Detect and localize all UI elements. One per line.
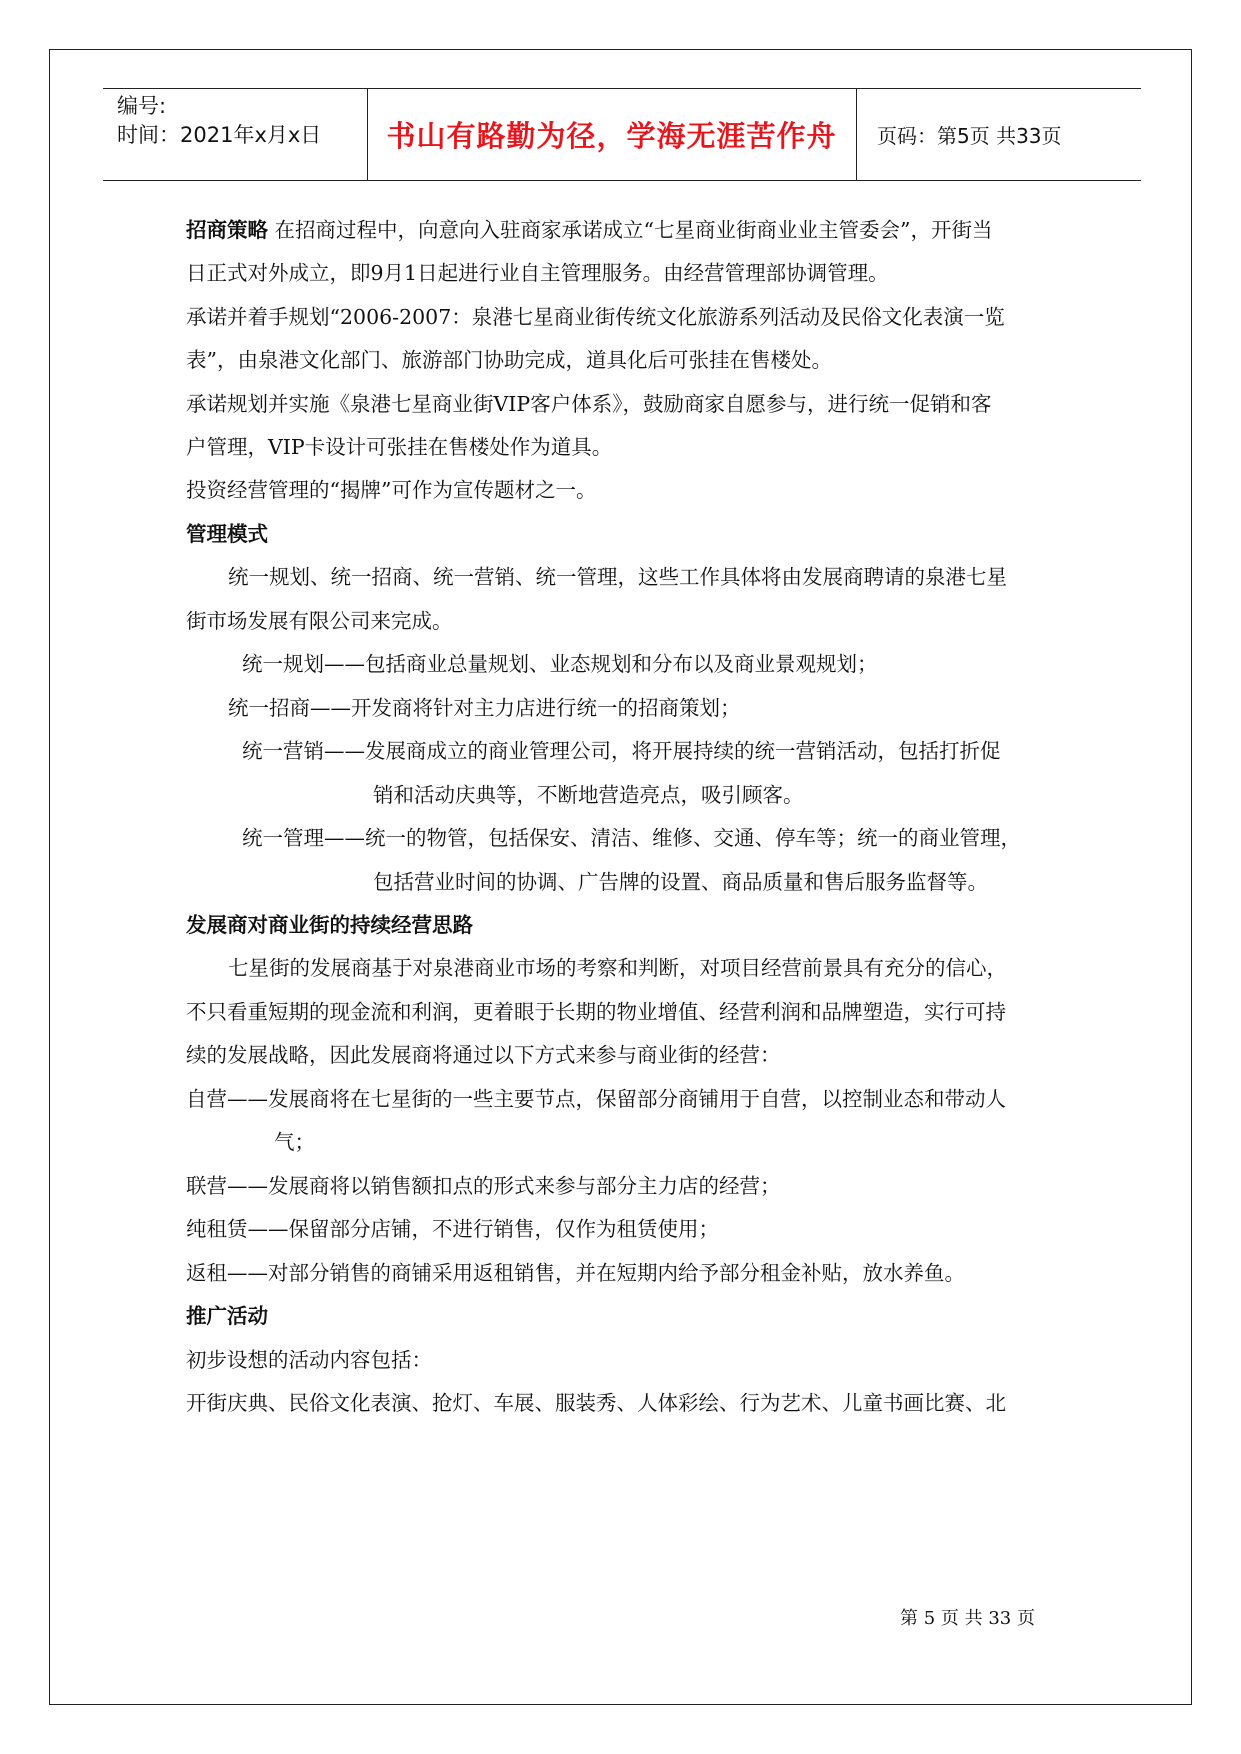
document-time: 时间：2021年x月x日 bbox=[117, 123, 322, 147]
line-text: 在招商过程中，向意向入驻商家承诺成立“七星商业街商业业主管委会”，开街当 bbox=[268, 218, 993, 242]
paragraph-line: 承诺并着手规划“2006-2007：泉港七星商业街传统文化旅游系列活动及民俗文化表演一览 bbox=[186, 305, 1005, 329]
list-item: 纯租赁——保留部分店铺，不进行销售，仅作为租赁使用； bbox=[186, 1217, 719, 1241]
list-item: 自营——发展商将在七星街的一些主要节点，保留部分商铺用于自营，以控制业态和带动人 bbox=[186, 1087, 1006, 1111]
page-footer: 第 5 页 共 33 页 bbox=[900, 1608, 1035, 1629]
paragraph-line: 街市场发展有限公司来完成。 bbox=[186, 609, 453, 633]
list-item: 统一营销——发展商成立的商业管理公司，将开展持续的统一营销活动，包括打折促 bbox=[242, 739, 1001, 763]
paragraph-line: 不只看重短期的现金流和利润，更着眼于长期的物业增值、经营利润和品牌塑造，实行可持 bbox=[186, 1000, 1006, 1024]
paragraph-line bbox=[186, 213, 992, 243]
paragraph-line: 七星街的发展商基于对泉港商业市场的考察和判断，对项目经营前景具有充分的信心， bbox=[228, 956, 1007, 980]
header-motto: 书山有路勤为径，学海无涯苦作舟 bbox=[386, 119, 837, 153]
page-header bbox=[103, 88, 1141, 181]
section-heading: 管理模式 bbox=[186, 522, 268, 546]
paragraph-line: 表”，由泉港文化部门、旅游部门协助完成，道具化后可张挂在售楼处。 bbox=[186, 348, 832, 372]
header-meta bbox=[117, 92, 321, 150]
paragraph-line: 日正式对外成立，即9月1日起进行业自主管理服务。由经营管理部协调管理。 bbox=[186, 261, 889, 285]
section-heading-inline: 招商策略 bbox=[186, 218, 268, 242]
paragraph-line: 统一规划、统一招商、统一营销、统一管理，这些工作具体将由发展商聘请的泉港七星 bbox=[228, 565, 1007, 589]
list-item: 统一管理——统一的物管，包括保安、清洁、维修、交通、停车等；统一的商业管理， bbox=[242, 826, 1021, 850]
list-item: 统一招商——开发商将针对主力店进行统一的招商策划； bbox=[228, 696, 741, 720]
paragraph-line: 投资经营管理的“揭牌”可作为宣传题材之一。 bbox=[186, 478, 597, 502]
paragraph-line: 承诺规划并实施《泉港七星商业街VIP客户体系》，鼓励商家自愿参与，进行统一促销和客 bbox=[186, 392, 992, 416]
document-number-label: 编号: bbox=[117, 94, 167, 118]
list-item-continuation: 气； bbox=[274, 1130, 315, 1154]
section-heading: 发展商对商业街的持续经营思路 bbox=[186, 913, 473, 937]
list-item: 统一规划——包括商业总量规划、业态规划和分布以及商业景观规划； bbox=[242, 652, 878, 676]
list-item: 联营——发展商将以销售额扣点的形式来参与部分主力店的经营； bbox=[186, 1174, 781, 1198]
list-item-continuation: 销和活动庆典等，不断地营造亮点，吸引顾客。 bbox=[373, 783, 804, 807]
list-item: 返租——对部分销售的商铺采用返租销售，并在短期内给予部分租金补贴，放水养鱼。 bbox=[186, 1261, 965, 1285]
paragraph-line: 初步设想的活动内容包括： bbox=[186, 1348, 432, 1372]
paragraph-line: 户管理，VIP卡设计可张挂在售楼处作为道具。 bbox=[186, 435, 613, 459]
list-item-continuation: 包括营业时间的协调、广告牌的设置、商品质量和售后服务监督等。 bbox=[373, 870, 988, 894]
header-divider-right bbox=[856, 88, 857, 181]
paragraph-line: 开街庆典、民俗文化表演、抢灯、车展、服装秀、人体彩绘、行为艺术、儿童书画比赛、北 bbox=[186, 1391, 1006, 1415]
paragraph-line: 续的发展战略，因此发展商将通过以下方式来参与商业街的经营： bbox=[186, 1043, 781, 1067]
header-page-number: 页码：第5页 共33页 bbox=[877, 124, 1062, 148]
section-heading: 推广活动 bbox=[186, 1304, 268, 1328]
